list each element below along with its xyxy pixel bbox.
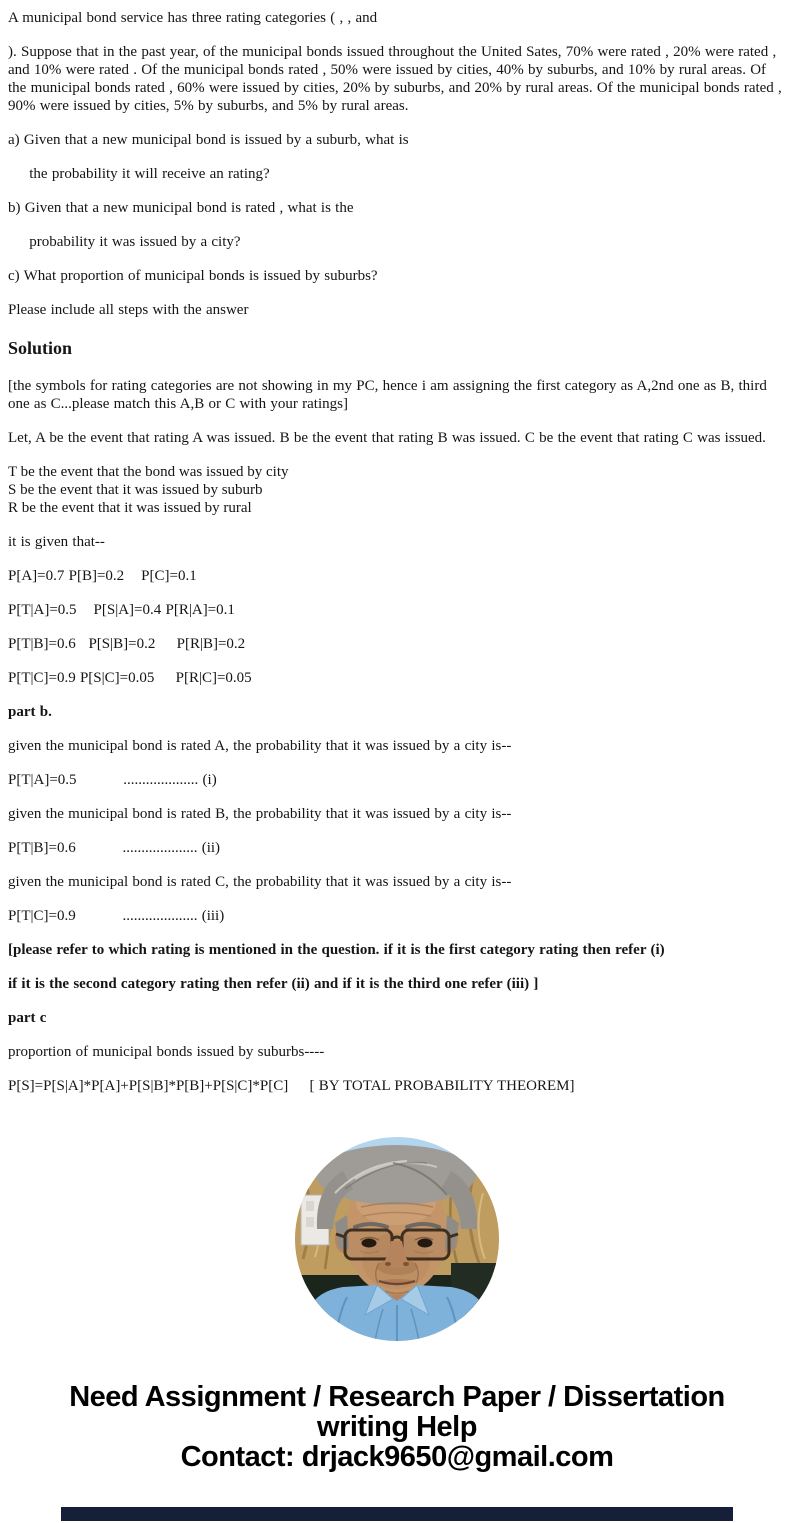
- person-photo: [295, 1137, 499, 1341]
- tutor-avatar: [295, 1137, 499, 1341]
- given-probabilities-a: P[T|A]=0.5 P[S|A]=0.4 P[R|A]=0.1: [8, 602, 235, 618]
- part-b-result-i: P[T|A]=0.5 .................... (i): [8, 772, 217, 788]
- question-b-line1: b) Given that a new municipal bond is rated , what is the: [8, 200, 354, 216]
- refer-note-line2: if it is the second category rating then refer (ii) and if it is the third one refer (iii) ]: [8, 976, 539, 992]
- question-body-paragraph: ). Suppose that in the past year, of the municipal bonds issued throughout the United Sates, 70% were rated , 20% were rated , and 10% were rated . Of the municipal bonds rated , 50% were issued by cities, 40% by suburbs, and 10% by rural areas. Of the municipal bonds rated , 60% were issued by cities, 20% by suburbs, and 20% by rural areas. Of the municipal bonds rated , 90% were issued by cities, 5% by suburbs, and 5% by rural areas.: [8, 44, 787, 114]
- given-intro: it is given that--: [8, 534, 105, 550]
- part-b-statement-a: given the municipal bond is rated A, the probability that it was issued by a city is--: [8, 738, 512, 754]
- part-b-heading: part b.: [8, 704, 52, 720]
- footer-help-line1: Need Assignment / Research Paper / Dissertation: [69, 1381, 725, 1413]
- event-r-line: R be the event that it was issued by rural: [8, 500, 252, 516]
- part-c-formula: P[S]=P[S|A]*P[A]+P[S|B]*P[B]+P[S|C]*P[C] [ BY TOTAL PROBABILITY THEOREM]: [8, 1078, 575, 1094]
- solution-disclaimer: [the symbols for rating categories are not showing in my PC, hence i am assigning the first category as A,2nd one as B, third one as C...please match this A,B or C with your ratings]: [8, 378, 772, 412]
- part-c-heading: part c: [8, 1010, 47, 1026]
- part-c-statement: proportion of municipal bonds issued by suburbs----: [8, 1044, 325, 1060]
- bottom-bar: [61, 1507, 733, 1521]
- question-intro-line: A municipal bond service has three rating categories ( , , and: [8, 10, 378, 26]
- event-t-line: T be the event that the bond was issued by city: [8, 464, 289, 480]
- given-probabilities-b: P[T|B]=0.6 P[S|B]=0.2 P[R|B]=0.2: [8, 636, 246, 652]
- contact-email-line: Contact: drjack9650@gmail.com: [180, 1441, 614, 1473]
- given-probabilities-c: P[T|C]=0.9 P[S|C]=0.05 P[R|C]=0.05: [8, 670, 252, 686]
- part-b-statement-b: given the municipal bond is rated B, the probability that it was issued by a city is--: [8, 806, 512, 822]
- question-c-line: c) What proportion of municipal bonds is issued by suburbs?: [8, 268, 378, 284]
- part-b-statement-c: given the municipal bond is rated C, the probability that it was issued by a city is--: [8, 874, 512, 890]
- question-b-line2: probability it was issued by a city?: [8, 234, 241, 250]
- refer-note-line1: [please refer to which rating is mentioned in the question. if it is the first category rating then refer (i): [8, 942, 665, 958]
- footer-help-line2: writing Help: [317, 1411, 477, 1443]
- given-probabilities-abc: P[A]=0.7 P[B]=0.2 P[C]=0.1: [8, 568, 197, 584]
- question-a-line2: the probability it will receive an rating?: [8, 166, 270, 182]
- event-s-line: S be the event that it was issued by suburb: [8, 482, 263, 498]
- part-b-result-ii: P[T|B]=0.6 .................... (ii): [8, 840, 221, 856]
- solution-events-tsr: [8, 463, 786, 517]
- part-b-result-iii: P[T|C]=0.9 .................... (iii): [8, 908, 225, 924]
- question-note: Please include all steps with the answer: [8, 302, 249, 318]
- question-a-line1: a) Given that a new municipal bond is issued by a suburb, what is: [8, 132, 409, 148]
- solution-events-abc: Let, A be the event that rating A was issued. B be the event that rating B was issued. C be the event that rating C was issued.: [8, 430, 766, 446]
- solution-heading: Solution: [8, 338, 73, 358]
- footer-ad: [8, 1382, 786, 1472]
